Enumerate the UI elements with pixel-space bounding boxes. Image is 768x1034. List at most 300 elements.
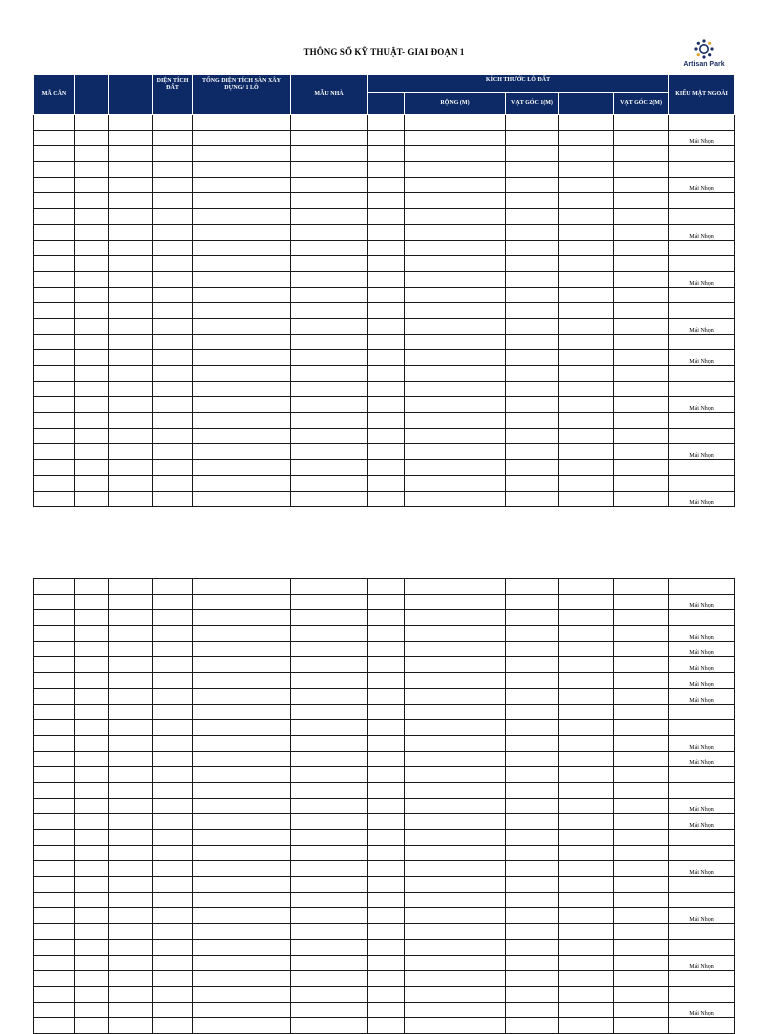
table-cell — [34, 115, 75, 131]
table-cell — [291, 971, 368, 987]
table-cell — [291, 381, 368, 397]
table-cell — [34, 334, 75, 350]
table-cell — [506, 594, 559, 610]
table-cell — [559, 845, 614, 861]
table-cell — [559, 287, 614, 303]
table-cell — [559, 334, 614, 350]
table-cell — [34, 845, 75, 861]
table-row — [34, 892, 735, 908]
table-cell — [193, 209, 291, 225]
table-cell — [559, 177, 614, 193]
table-cell — [506, 924, 559, 940]
table-cell — [405, 877, 506, 893]
table-cell — [34, 460, 75, 476]
cell-kieu-mat-ngoai: Mái Nhọn — [669, 814, 735, 830]
table-cell — [614, 287, 669, 303]
table-cell — [614, 939, 669, 955]
table-cell — [109, 115, 153, 131]
table-cell — [75, 782, 109, 798]
table-cell — [34, 303, 75, 319]
table-cell — [405, 1002, 506, 1018]
cell-kieu-mat-ngoai: Mái Nhọn — [669, 130, 735, 146]
table-cell — [34, 428, 75, 444]
table-row — [34, 610, 735, 626]
table-cell — [368, 594, 405, 610]
cell-kieu-mat-ngoai — [669, 303, 735, 319]
table-cell — [153, 146, 193, 162]
table-cell — [614, 130, 669, 146]
table-cell — [559, 491, 614, 507]
table-cell — [368, 626, 405, 642]
col-header-vat-goc-2: VẠT GÓC 2(M) — [614, 93, 669, 115]
table-cell — [405, 955, 506, 971]
table-cell — [291, 491, 368, 507]
table-cell — [559, 830, 614, 846]
table-cell — [506, 720, 559, 736]
table-cell — [109, 610, 153, 626]
cell-kieu-mat-ngoai: Mái Nhọn — [669, 688, 735, 704]
table-cell — [193, 814, 291, 830]
table-cell — [368, 460, 405, 476]
table-cell — [109, 240, 153, 256]
table-cell — [193, 641, 291, 657]
table-cell — [153, 861, 193, 877]
table-cell — [405, 209, 506, 225]
table-cell — [75, 861, 109, 877]
table-cell — [614, 177, 669, 193]
table-cell — [193, 861, 291, 877]
table-cell — [193, 924, 291, 940]
table-cell — [34, 735, 75, 751]
table-cell — [109, 626, 153, 642]
table-cell — [153, 845, 193, 861]
table-cell — [75, 397, 109, 413]
table-cell — [193, 444, 291, 460]
table-cell — [75, 735, 109, 751]
table-cell — [34, 130, 75, 146]
table-cell — [291, 782, 368, 798]
table-cell — [109, 861, 153, 877]
cell-kieu-mat-ngoai — [669, 162, 735, 178]
table-cell — [34, 830, 75, 846]
table-cell — [291, 146, 368, 162]
table-cell — [405, 491, 506, 507]
table-cell — [34, 657, 75, 673]
table-cell — [153, 334, 193, 350]
table-body-bottom — [34, 579, 735, 1034]
table-cell — [291, 924, 368, 940]
cell-kieu-mat-ngoai — [669, 1018, 735, 1034]
table-cell — [75, 475, 109, 491]
table-cell — [368, 641, 405, 657]
table-cell — [368, 986, 405, 1002]
table-cell — [506, 1018, 559, 1034]
table-cell — [193, 626, 291, 642]
table-cell — [614, 673, 669, 689]
cell-kieu-mat-ngoai — [669, 115, 735, 131]
table-cell — [193, 767, 291, 783]
cell-kieu-mat-ngoai: Mái Nhọn — [669, 908, 735, 924]
cell-kieu-mat-ngoai — [669, 146, 735, 162]
cell-kieu-mat-ngoai — [669, 971, 735, 987]
table-cell — [291, 224, 368, 240]
table-cell — [368, 751, 405, 767]
table-cell — [506, 892, 559, 908]
table-cell — [75, 626, 109, 642]
table-row — [34, 751, 735, 767]
table-cell — [75, 720, 109, 736]
table-cell — [614, 444, 669, 460]
logo — [676, 38, 732, 72]
table-cell — [614, 579, 669, 595]
table-cell — [109, 287, 153, 303]
table-cell — [506, 491, 559, 507]
table-cell — [193, 475, 291, 491]
cell-kieu-mat-ngoai — [669, 767, 735, 783]
table-cell — [75, 704, 109, 720]
col-header-tong-dien-tich: TỔNG DIỆN TÍCH SÀN XÂY DỰNG/ 1 LÔ — [193, 75, 291, 115]
table-cell — [75, 115, 109, 131]
table-cell — [75, 610, 109, 626]
table-cell — [614, 366, 669, 382]
table-row — [34, 688, 735, 704]
table-cell — [75, 303, 109, 319]
table-cell — [153, 193, 193, 209]
table-cell — [614, 767, 669, 783]
table-cell — [614, 224, 669, 240]
table-cell — [614, 491, 669, 507]
table-cell — [75, 830, 109, 846]
table-cell — [559, 224, 614, 240]
table-cell — [368, 1018, 405, 1034]
table-row — [34, 720, 735, 736]
table-cell — [153, 366, 193, 382]
table-row — [34, 767, 735, 783]
table-cell — [75, 271, 109, 287]
table-cell — [291, 861, 368, 877]
table-row — [34, 908, 735, 924]
table-cell — [153, 610, 193, 626]
col-header-vat-goc-1: VẠT GÓC 1(M) — [506, 93, 559, 115]
table-cell — [368, 428, 405, 444]
table-cell — [614, 610, 669, 626]
table-cell — [291, 767, 368, 783]
table-cell — [193, 224, 291, 240]
table-cell — [368, 798, 405, 814]
table-cell — [34, 287, 75, 303]
table-cell — [291, 475, 368, 491]
table-cell — [368, 146, 405, 162]
table-cell — [559, 271, 614, 287]
table-cell — [405, 814, 506, 830]
table-cell — [368, 475, 405, 491]
cell-kieu-mat-ngoai — [669, 986, 735, 1002]
table-cell — [34, 397, 75, 413]
cell-kieu-mat-ngoai — [669, 287, 735, 303]
table-cell — [291, 460, 368, 476]
table-cell — [109, 209, 153, 225]
table-cell — [193, 939, 291, 955]
table-cell — [109, 594, 153, 610]
table-cell — [291, 845, 368, 861]
cell-kieu-mat-ngoai — [669, 209, 735, 225]
table-cell — [405, 610, 506, 626]
table-cell — [368, 971, 405, 987]
table-cell — [405, 146, 506, 162]
table-cell — [75, 908, 109, 924]
table-cell — [614, 460, 669, 476]
table-cell — [109, 767, 153, 783]
table-cell — [193, 579, 291, 595]
table-cell — [614, 704, 669, 720]
table-cell — [34, 366, 75, 382]
table-cell — [506, 751, 559, 767]
table-cell — [614, 924, 669, 940]
table-cell — [75, 287, 109, 303]
table-cell — [153, 428, 193, 444]
cell-kieu-mat-ngoai: Mái Nhọn — [669, 861, 735, 877]
table-cell — [75, 318, 109, 334]
table-cell — [506, 830, 559, 846]
table-cell — [614, 877, 669, 893]
table-cell — [368, 177, 405, 193]
cell-kieu-mat-ngoai — [669, 413, 735, 429]
table-row — [34, 366, 735, 382]
table-cell — [75, 751, 109, 767]
table-cell — [153, 240, 193, 256]
table-cell — [614, 594, 669, 610]
table-cell — [34, 1018, 75, 1034]
table-cell — [368, 115, 405, 131]
cell-kieu-mat-ngoai: Mái Nhọn — [669, 735, 735, 751]
table-row — [34, 256, 735, 272]
table-cell — [291, 334, 368, 350]
table-cell — [614, 845, 669, 861]
table-cell — [405, 115, 506, 131]
table-cell — [291, 877, 368, 893]
table-cell — [291, 641, 368, 657]
table-cell — [506, 767, 559, 783]
table-cell — [291, 130, 368, 146]
table-cell — [153, 594, 193, 610]
table-cell — [34, 224, 75, 240]
table-cell — [506, 877, 559, 893]
table-cell — [75, 1018, 109, 1034]
table-cell — [368, 381, 405, 397]
col-header-blank-2 — [109, 75, 153, 115]
table-cell — [291, 318, 368, 334]
table-cell — [193, 751, 291, 767]
table-cell — [153, 579, 193, 595]
table-cell — [405, 798, 506, 814]
table-cell — [614, 720, 669, 736]
table-cell — [153, 1002, 193, 1018]
table-cell — [614, 303, 669, 319]
table-cell — [153, 1018, 193, 1034]
table-cell — [405, 444, 506, 460]
table-cell — [368, 193, 405, 209]
table-cell — [368, 303, 405, 319]
table-cell — [506, 610, 559, 626]
table-cell — [559, 610, 614, 626]
table-cell — [34, 892, 75, 908]
col-header-mau-nha: MẪU NHÀ — [291, 75, 368, 115]
table-cell — [506, 318, 559, 334]
col-header-dien-tich-dat: DIỆN TÍCH ĐẤT — [153, 75, 193, 115]
table-cell — [109, 177, 153, 193]
table-cell — [193, 986, 291, 1002]
table-cell — [614, 798, 669, 814]
table-cell — [368, 610, 405, 626]
table-cell — [109, 688, 153, 704]
table-cell — [559, 814, 614, 830]
table-cell — [109, 924, 153, 940]
table-cell — [368, 350, 405, 366]
table-cell — [75, 209, 109, 225]
col-header-kich-thuoc: KÍCH THƯỚC LÔ ĐẤT — [368, 75, 669, 93]
table-row — [34, 626, 735, 642]
table-cell — [405, 428, 506, 444]
table-cell — [153, 720, 193, 736]
table-cell — [559, 688, 614, 704]
table-cell — [153, 413, 193, 429]
table-cell — [75, 767, 109, 783]
table-cell — [368, 334, 405, 350]
table-cell — [614, 892, 669, 908]
table-cell — [193, 720, 291, 736]
table-cell — [291, 256, 368, 272]
table-cell — [193, 955, 291, 971]
table-cell — [368, 830, 405, 846]
table-cell — [193, 594, 291, 610]
table-cell — [405, 240, 506, 256]
table-cell — [405, 318, 506, 334]
table-cell — [109, 704, 153, 720]
table-cell — [153, 924, 193, 940]
table-cell — [75, 877, 109, 893]
cell-kieu-mat-ngoai — [669, 366, 735, 382]
table-cell — [559, 397, 614, 413]
table-cell — [34, 814, 75, 830]
table-cell — [405, 271, 506, 287]
cell-kieu-mat-ngoai — [669, 704, 735, 720]
logo-text: Artisan Park — [683, 61, 725, 68]
table-cell — [559, 366, 614, 382]
table-cell — [193, 318, 291, 334]
table-cell — [109, 224, 153, 240]
table-cell — [34, 767, 75, 783]
table-cell — [193, 146, 291, 162]
col-header-ma-can: MÃ CĂN — [34, 75, 75, 115]
table-cell — [291, 704, 368, 720]
table-cell — [75, 240, 109, 256]
table-cell — [368, 240, 405, 256]
table-row — [34, 594, 735, 610]
table-cell — [75, 130, 109, 146]
table-cell — [109, 845, 153, 861]
table-cell — [109, 720, 153, 736]
table-cell — [153, 475, 193, 491]
table-cell — [34, 908, 75, 924]
table-cell — [405, 1018, 506, 1034]
table-cell — [506, 861, 559, 877]
table-cell — [614, 735, 669, 751]
cell-kieu-mat-ngoai: Mái Nhọn — [669, 224, 735, 240]
table-cell — [109, 673, 153, 689]
table-cell — [405, 657, 506, 673]
table-cell — [109, 460, 153, 476]
table-cell — [193, 798, 291, 814]
table-cell — [193, 177, 291, 193]
table-cell — [153, 908, 193, 924]
table-cell — [559, 240, 614, 256]
cell-kieu-mat-ngoai — [669, 256, 735, 272]
table-cell — [614, 381, 669, 397]
table-cell — [506, 735, 559, 751]
table-cell — [291, 303, 368, 319]
table-cell — [153, 491, 193, 507]
table-cell — [75, 594, 109, 610]
table-cell — [153, 830, 193, 846]
table-cell — [368, 224, 405, 240]
table-cell — [109, 491, 153, 507]
table-cell — [193, 428, 291, 444]
table-row — [34, 1018, 735, 1034]
table-cell — [368, 720, 405, 736]
cell-kieu-mat-ngoai — [669, 334, 735, 350]
table-cell — [559, 256, 614, 272]
table-cell — [405, 720, 506, 736]
table-cell — [291, 939, 368, 955]
table-cell — [34, 1002, 75, 1018]
table-cell — [559, 115, 614, 131]
table-cell — [109, 908, 153, 924]
table-cell — [34, 939, 75, 955]
table-cell — [506, 782, 559, 798]
table-cell — [368, 366, 405, 382]
table-row — [34, 971, 735, 987]
table-cell — [368, 579, 405, 595]
cell-kieu-mat-ngoai: Mái Nhọn — [669, 798, 735, 814]
table-cell — [34, 177, 75, 193]
table-cell — [109, 130, 153, 146]
table-cell — [368, 877, 405, 893]
table-cell — [153, 287, 193, 303]
table-cell — [291, 673, 368, 689]
table-row — [34, 782, 735, 798]
table-cell — [291, 594, 368, 610]
cell-kieu-mat-ngoai — [669, 381, 735, 397]
table-cell — [193, 1002, 291, 1018]
table-cell — [193, 303, 291, 319]
table-cell — [109, 735, 153, 751]
table-cell — [368, 209, 405, 225]
table-cell — [559, 720, 614, 736]
table-cell — [109, 579, 153, 595]
cell-kieu-mat-ngoai — [669, 845, 735, 861]
table-cell — [153, 892, 193, 908]
cell-kieu-mat-ngoai: Mái Nhọn — [669, 318, 735, 334]
table-cell — [109, 986, 153, 1002]
table-cell — [109, 814, 153, 830]
table-row — [34, 381, 735, 397]
table-cell — [405, 986, 506, 1002]
table-row — [34, 460, 735, 476]
table-cell — [153, 271, 193, 287]
table-cell — [614, 115, 669, 131]
table-cell — [75, 971, 109, 987]
table-cell — [291, 720, 368, 736]
